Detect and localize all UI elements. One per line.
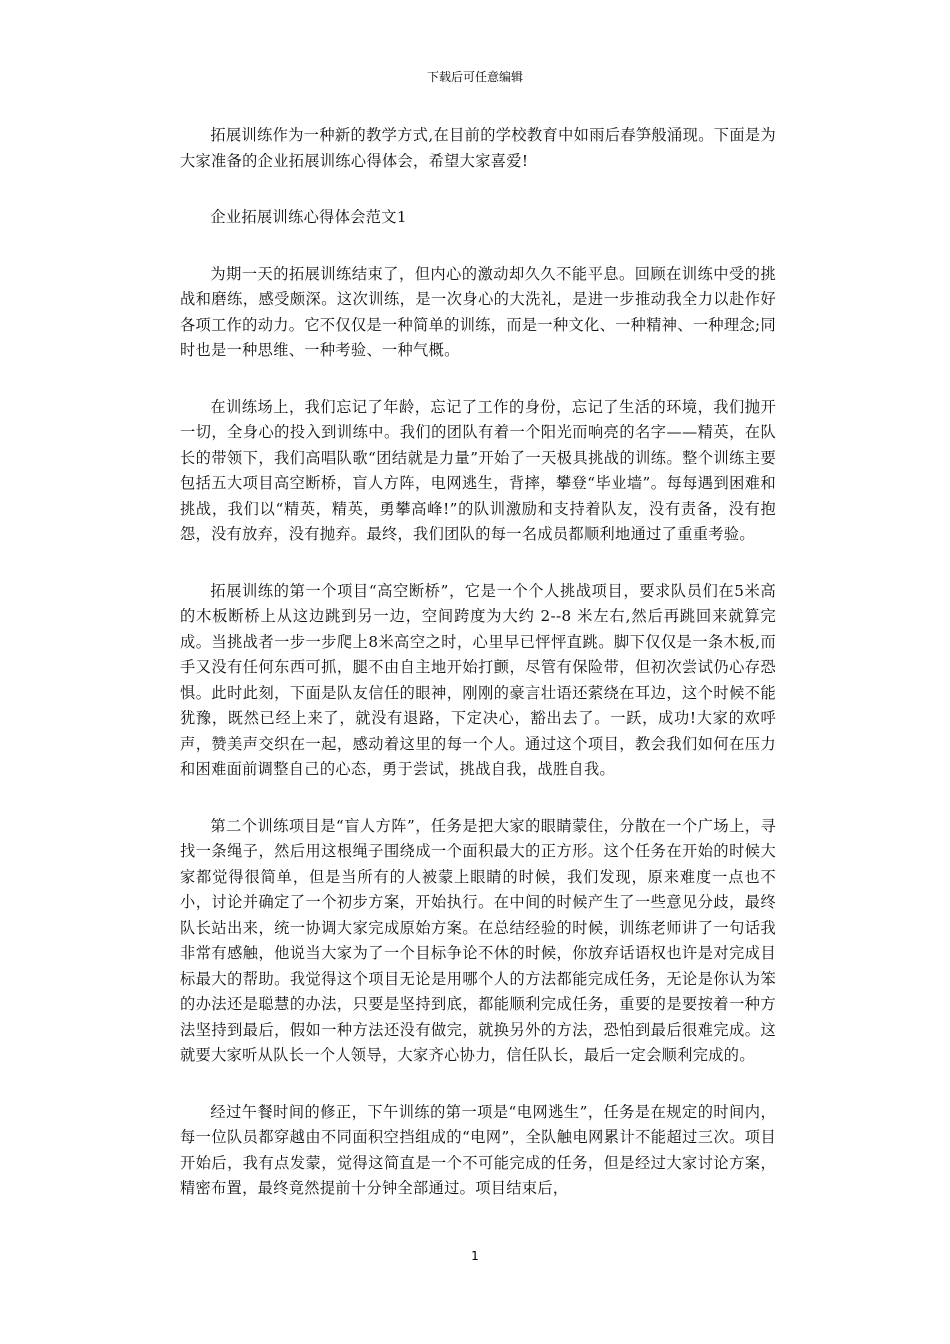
section-heading: 企业拓展训练心得体会范文1 — [210, 208, 407, 226]
page-number: 1 — [471, 1249, 479, 1263]
document-body — [180, 123, 776, 1233]
body-paragraph-5: 经过午餐时间的修正，下午训练的第一项是“电网逃生”，任务是在规定的时间内，每一位队员都穿越由不同面积空挡组成的“电网”，全队触电网累计不能超过三次。项目开始后，我有点发蒙，觉得这简直是一个不可能完成的任务，但是经过大家讨论方案，精密布置，最终竟然提前十分钟全部通过。项目结束后， — [180, 1102, 776, 1197]
body-paragraph-4: 第二个训练项目是“盲人方阵”，任务是把大家的眼睛蒙住，分散在一个广场上，寻找一条绳子，然后用这根绳子围绕成一个面积最大的正方形。这个任务在开始的时候大家都觉得很简单，但是当所有的人被蒙上眼睛的时候，我们发现，原来难度一点也不小，讨论并确定了一个初步方案，开始执行。在中间的时候产生了一些意见分歧，最终队长站出来，统一协调大家完成原始方案。在总结经验的时候，训练老师讲了一句话我非常有感触，他说当大家为了一个目标争论不休的时候，你放弃话语权也许是对完成目标最大的帮助。我觉得这个项目无论是用哪个人的方法都能完成任务，无论是你认为笨的办法还是聪慧的办法，只要是坚持到底，都能顺利完成任务，重要的是要按着一种方法坚持到最后，假如一种方法还没有做完，就换另外的方法，恐怕到最后很难完成。这就要大家听从队长一个人领导，大家齐心协力，信任队长，最后一定会顺利完成的。 — [180, 816, 776, 1064]
body-paragraph-2: 在训练场上，我们忘记了年龄，忘记了工作的身份，忘记了生活的环境，我们抛开一切，全身心的投入到训练中。我们的团队有着一个阳光而响亮的名字——精英，在队长的带领下，我们高唱队歌“团结就是力量”开始了一天极具挑战的训练。整个训练主要包括五大项目高空断桥，盲人方阵，电网逃生，背摔，攀登“毕业墙”。每每遇到困难和挑战，我们以“精英，精英，勇攀高峰!”的队训激励和支持着队友，没有责备，没有抱怨，没有放弃，没有抛弃。最终，我们团队的每一名成员都顺利地通过了重重考验。 — [180, 397, 776, 543]
page-header: 下载后可任意编辑 — [426, 70, 523, 84]
body-paragraph-3: 拓展训练的第一个项目“高空断桥”，它是一个个人挑战项目，要求队员们在5米高的木板断桥上从这边跳到另一边，空间跨度为大约 2--8 米左右,然后再跳回来就算完成。当挑战者一步一步爬上8米高空之时，心里早已怦怦直跳。脚下仅仅是一条木板,而手又没有任何东西可抓，腿不由自主地开始打颤，尽管有保险带，但初次尝试仍心存恐惧。此时此刻，下面是队友信任的眼神，刚刚的豪言壮语还萦绕在耳边，这个时候不能犹豫，既然已经上来了，就没有退路，下定决心，豁出去了。一跃，成功!大家的欢呼声，赞美声交织在一起，感动着这里的每一个人。通过这个项目，教会我们如何在压力和困难面前调整自己的心态，勇于尝试，挑战自我，战胜自我。 — [180, 581, 776, 778]
body-paragraph-1: 为期一天的拓展训练结束了，但内心的激动却久久不能平息。回顾在训练中受的挑战和磨练，感受颇深。这次训练，是一次身心的大洗礼，是进一步推动我全力以赴作好各项工作的动力。它不仅仅是一种简单的训练，而是一种文化、一种精神、一种理念;同时也是一种思维、一种考验、一种气概。 — [180, 264, 776, 359]
intro-paragraph: 拓展训练作为一种新的教学方式,在目前的学校教育中如雨后春笋般涌现。下面是为大家准备的企业拓展训练心得体会，希望大家喜爱! — [180, 126, 776, 170]
